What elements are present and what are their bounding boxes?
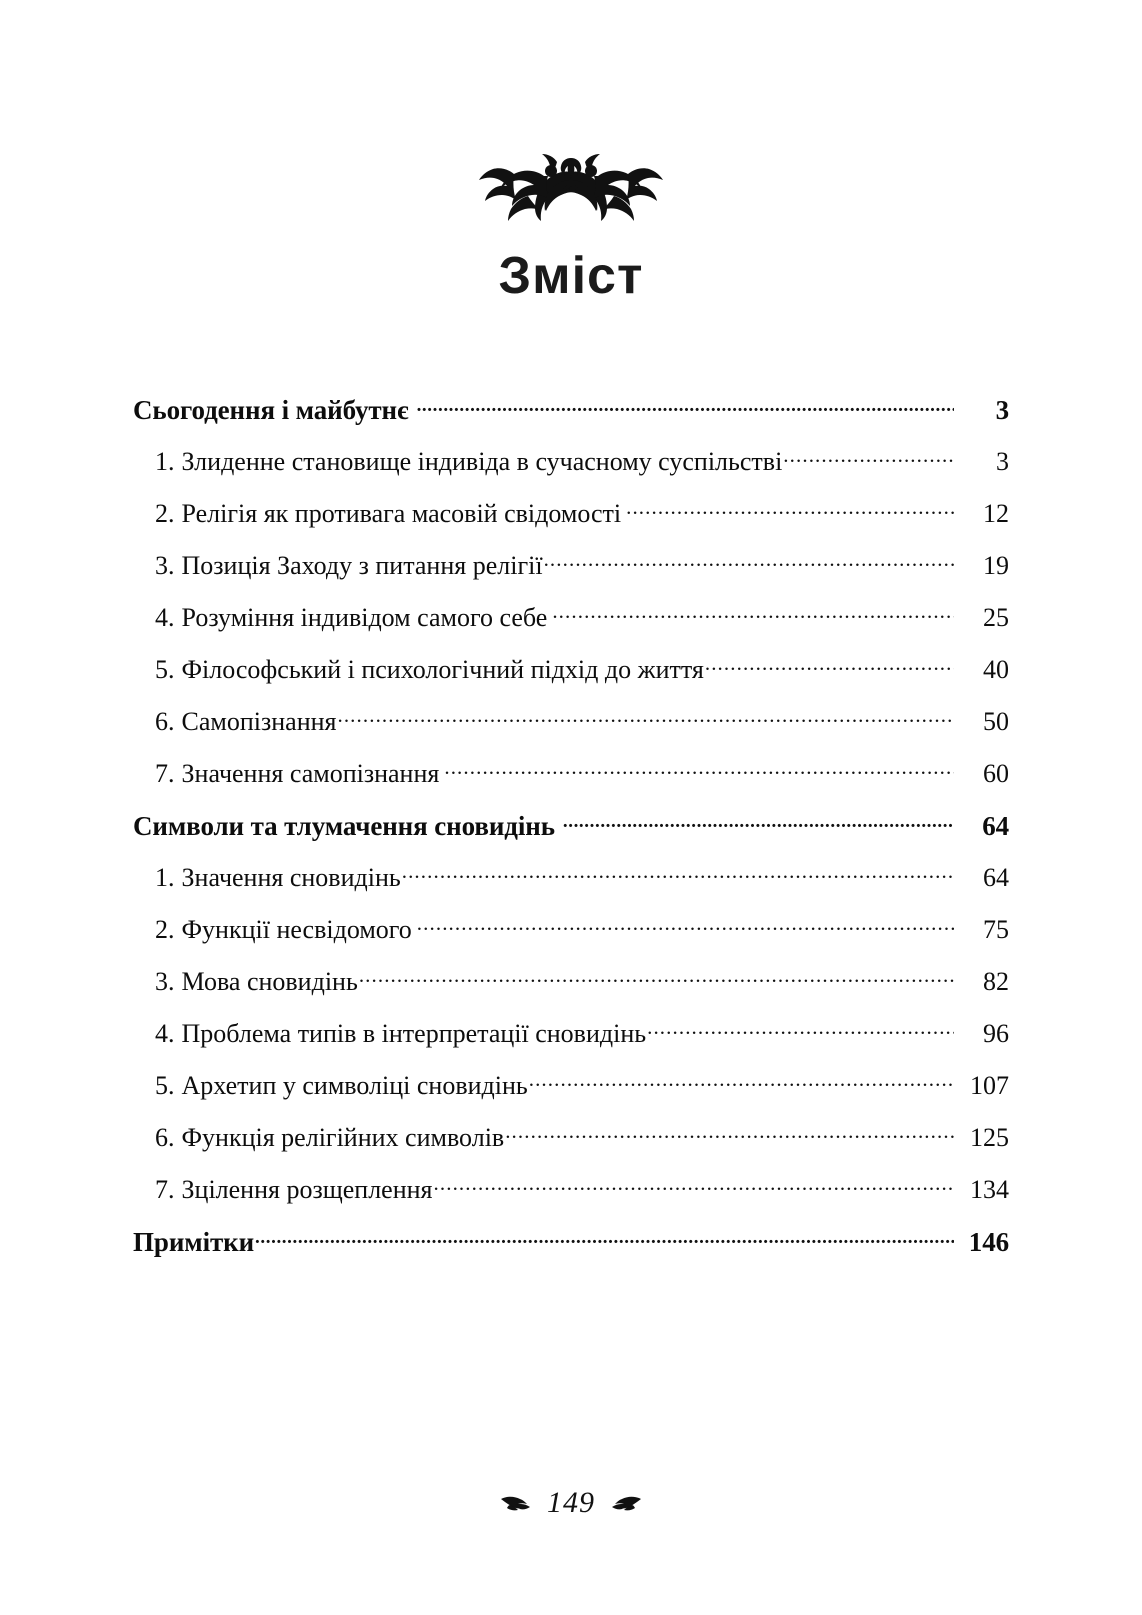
toc-entry-page: 146 bbox=[968, 1227, 1009, 1257]
toc-entry-page: 50 bbox=[983, 707, 1009, 736]
dot-leader bbox=[402, 860, 954, 886]
toc-entry-label: Позиція Заходу з питання релігії bbox=[181, 551, 543, 580]
dot-leader bbox=[359, 964, 954, 990]
toc-entry-page: 3 bbox=[996, 447, 1009, 476]
toc-entry-page: 64 bbox=[983, 863, 1009, 892]
toc-entry-label: Символи та тлумачення сновидінь bbox=[133, 811, 555, 841]
dot-leader bbox=[544, 548, 954, 574]
dot-leader bbox=[552, 600, 954, 626]
toc-entry-label: Значення самопізнання bbox=[181, 759, 440, 788]
dot-leader bbox=[563, 808, 954, 835]
toc-entry-label: Сьогодення і майбутнє bbox=[133, 395, 409, 425]
table-of-contents bbox=[133, 392, 1009, 1276]
toc-entry-page: 19 bbox=[983, 551, 1009, 580]
dot-leader bbox=[705, 652, 954, 678]
toc-entry-page: 75 bbox=[983, 915, 1009, 944]
dot-leader bbox=[647, 1016, 954, 1042]
leaf-ornament-left bbox=[499, 1494, 533, 1512]
toc-item-row[interactable] bbox=[133, 496, 1009, 548]
dot-leader bbox=[337, 704, 954, 730]
toc-entry-number: 4. bbox=[155, 603, 175, 632]
toc-entry-number: 6. bbox=[155, 1123, 175, 1152]
dot-leader bbox=[626, 496, 954, 522]
page-footer bbox=[0, 1486, 1142, 1520]
toc-item-row[interactable] bbox=[133, 912, 1009, 964]
toc-entry-page: 125 bbox=[970, 1123, 1009, 1152]
toc-entry-label: Архетип у символіці сновидінь bbox=[181, 1071, 528, 1100]
toc-entry-number: 3. bbox=[155, 967, 175, 996]
toc-item-row[interactable] bbox=[133, 756, 1009, 808]
toc-item-row[interactable] bbox=[133, 704, 1009, 756]
toc-entry-page: 12 bbox=[983, 499, 1009, 528]
page-title: Зміст bbox=[498, 247, 644, 305]
toc-entry-label: Філософський і психологічний підхід до життя bbox=[181, 655, 704, 684]
toc-entry-page: 25 bbox=[983, 603, 1009, 632]
toc-entry-label: Мова сновидінь bbox=[181, 967, 358, 996]
toc-entry-page: 3 bbox=[995, 395, 1009, 425]
toc-entry-page: 64 bbox=[982, 811, 1009, 841]
folio-number: 149 bbox=[547, 1486, 595, 1519]
toc-entry-label: Злиденне становище індивіда в сучасному суспільстві bbox=[181, 447, 783, 476]
toc-entry-label: Функції несвідомого bbox=[181, 915, 412, 944]
toc-item-row[interactable] bbox=[133, 964, 1009, 1016]
toc-section-row[interactable] bbox=[133, 808, 1009, 860]
leaf-ornament-right bbox=[609, 1494, 643, 1512]
toc-entry-label: Значення сновидінь bbox=[181, 863, 401, 892]
dot-leader bbox=[529, 1068, 954, 1094]
toc-item-row[interactable] bbox=[133, 860, 1009, 912]
toc-section-row[interactable] bbox=[133, 1224, 1009, 1276]
toc-entry-label: Релігія як противага масовій свідомості bbox=[181, 499, 622, 528]
floral-flourish-ornament bbox=[0, 150, 1142, 228]
toc-entry-page: 107 bbox=[970, 1071, 1009, 1100]
toc-section-row[interactable] bbox=[133, 392, 1009, 444]
toc-entry-label: Зцілення розщеплення bbox=[181, 1175, 433, 1204]
toc-entry-label: Самопізнання bbox=[181, 707, 337, 736]
dot-leader bbox=[444, 756, 954, 782]
toc-entry-label: Функція релігійних символів bbox=[181, 1123, 505, 1152]
dot-leader bbox=[255, 1224, 954, 1251]
toc-entry-page: 40 bbox=[983, 655, 1009, 684]
toc-entry-label: Примітки bbox=[133, 1227, 255, 1257]
toc-entry-page: 96 bbox=[983, 1019, 1009, 1048]
toc-entry-number: 2. bbox=[155, 915, 175, 944]
toc-item-row[interactable] bbox=[133, 444, 1009, 496]
dot-leader bbox=[783, 444, 954, 470]
toc-item-row[interactable] bbox=[133, 1016, 1009, 1068]
toc-entry-page: 134 bbox=[970, 1175, 1009, 1204]
toc-item-row[interactable] bbox=[133, 652, 1009, 704]
dot-leader bbox=[434, 1172, 954, 1198]
dot-leader bbox=[505, 1120, 954, 1146]
toc-item-row[interactable] bbox=[133, 548, 1009, 600]
dot-leader bbox=[417, 912, 954, 938]
toc-entry-number: 3. bbox=[155, 551, 175, 580]
toc-entry-number: 5. bbox=[155, 655, 175, 684]
dot-leader bbox=[417, 392, 954, 419]
toc-item-row[interactable] bbox=[133, 1120, 1009, 1172]
toc-item-row[interactable] bbox=[133, 1172, 1009, 1224]
toc-entry-page: 82 bbox=[983, 967, 1009, 996]
toc-entry-number: 4. bbox=[155, 1019, 175, 1048]
toc-item-row[interactable] bbox=[133, 1068, 1009, 1120]
toc-entry-page: 60 bbox=[983, 759, 1009, 788]
toc-item-row[interactable] bbox=[133, 600, 1009, 652]
toc-entry-number: 7. bbox=[155, 1175, 175, 1204]
toc-entry-number: 7. bbox=[155, 759, 175, 788]
toc-entry-number: 2. bbox=[155, 499, 175, 528]
toc-entry-number: 6. bbox=[155, 707, 175, 736]
toc-entry-number: 1. bbox=[155, 863, 175, 892]
toc-entry-number: 5. bbox=[155, 1071, 175, 1100]
toc-entry-number: 1. bbox=[155, 447, 175, 476]
toc-entry-label: Розуміння індивідом самого себе bbox=[181, 603, 548, 632]
toc-entry-label: Проблема типів в інтерпретації сновидінь bbox=[181, 1019, 647, 1048]
